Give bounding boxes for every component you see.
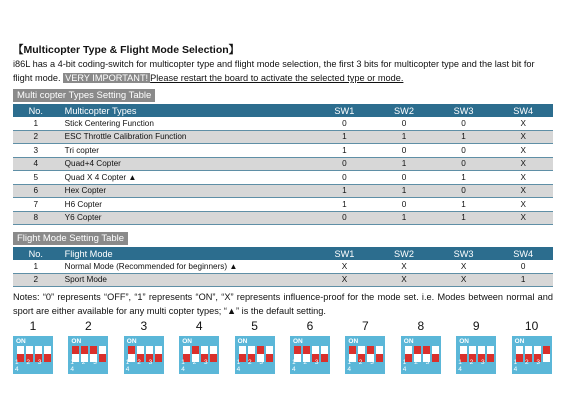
column-header-sw1: SW1 — [315, 104, 375, 117]
intro-paragraph — [13, 57, 553, 85]
table-cell: X — [434, 273, 494, 287]
dip-switch — [345, 318, 385, 374]
table-header-row — [13, 247, 553, 260]
table-cell: 1 — [13, 260, 59, 273]
table-cell: 1 — [374, 184, 434, 198]
table-row — [13, 117, 553, 130]
table-row — [13, 144, 553, 158]
dip-switch-body — [179, 336, 219, 374]
table-row — [13, 130, 553, 144]
table-cell: 1 — [315, 184, 375, 198]
dip-switch-on-label: ON — [16, 338, 26, 345]
dip-switch-position-labels: 1 2 3 4 — [513, 359, 544, 373]
dip-switch-number: 8 — [417, 319, 425, 333]
dip-switch-on-label: ON — [348, 338, 359, 345]
important-badge: VERY IMPORTANT! — [65, 73, 149, 83]
restart-instruction: Please restart the board to activate the selected type or mode. — [150, 73, 404, 83]
dip-switch-knob — [349, 346, 356, 354]
dip-switch-number: 7 — [362, 319, 369, 333]
table-cell: 0 — [434, 184, 494, 198]
table-cell: 1 — [434, 171, 494, 185]
dip-switch — [401, 318, 441, 374]
dip-switch-position-labels: 1 2 3 4 — [70, 359, 100, 373]
dip-switch-knob — [414, 346, 421, 354]
dip-switch-number: 1 — [29, 319, 37, 333]
dip-switch-on-label: ON — [237, 338, 248, 345]
table-cell: 1 — [374, 157, 434, 171]
dip-switch — [512, 318, 552, 374]
dip-switch-position-labels: 1 2 3 4 — [15, 359, 45, 373]
dip-switch-knob — [294, 346, 301, 354]
table-cell: 0 — [434, 157, 494, 171]
table-cell: 1 — [434, 211, 494, 225]
dip-switch-position-labels: 1 2 3 4 — [458, 359, 488, 373]
dip-switch-position-labels: 1 2 3 4 — [347, 359, 377, 373]
table-cell: X — [315, 260, 375, 273]
dip-switch-number: 3 — [140, 319, 148, 333]
dip-switch-body — [235, 336, 275, 374]
table-cell: 0 — [374, 117, 434, 130]
column-header-no: No. — [13, 104, 59, 117]
table-row — [13, 184, 553, 198]
dip-switch — [179, 318, 219, 374]
dip-switch-knob — [257, 346, 264, 354]
table-cell: 5 — [13, 171, 59, 185]
dip-switch-knob — [90, 346, 97, 354]
dip-switch-body — [345, 336, 385, 374]
table-cell: Tri copter — [59, 144, 315, 158]
dip-switch-number: 5 — [251, 319, 258, 333]
dip-switch-number: 10 — [524, 319, 539, 333]
table-row — [13, 260, 553, 273]
flight-table-caption: Flight Mode Setting Table — [13, 232, 128, 245]
dip-switch-knob — [423, 346, 430, 354]
column-header-sw4: SW4 — [493, 247, 553, 260]
table-cell: Stick Centering Function — [59, 117, 315, 130]
dip-switch-body — [456, 336, 496, 374]
dip-switch-on-label: ON — [403, 338, 414, 345]
dip-switch-number: 6 — [306, 319, 314, 333]
table-cell: 1 — [434, 130, 494, 144]
table-cell: 0 — [374, 171, 434, 185]
table-cell: ESC Throttle Calibration Function — [59, 130, 315, 144]
table-cell: 2 — [13, 130, 59, 144]
table-cell: 1 — [315, 198, 375, 212]
table-row — [13, 198, 553, 212]
table-row — [13, 171, 553, 185]
table-cell: 0 — [374, 198, 434, 212]
dip-switch-knob — [543, 346, 550, 354]
table-cell: Sport Mode — [59, 273, 315, 287]
table-cell: 1 — [374, 211, 434, 225]
multicopter-table-caption: Multi copter Types Setting Table — [13, 89, 155, 102]
table-cell: X — [493, 117, 553, 130]
multicopter-types-table — [13, 104, 553, 225]
table-cell: 0 — [434, 144, 494, 158]
table-cell: 4 — [13, 157, 59, 171]
dip-switch-number: 9 — [472, 319, 480, 333]
column-header-sw3: SW3 — [434, 247, 494, 260]
dip-switch-knob — [72, 346, 79, 354]
table-cell: 6 — [13, 184, 59, 198]
table-cell: Normal Mode (Recommended for beginners) ▲ — [59, 260, 315, 273]
column-header-type: Multicopter Types — [59, 104, 315, 117]
dip-switch-number: 2 — [85, 319, 92, 333]
column-header-mode: Flight Mode — [59, 247, 315, 260]
flight-mode-table — [13, 247, 553, 287]
dip-switch-on-label: ON — [514, 338, 525, 345]
dip-switch-position-labels: 1 2 3 4 — [402, 359, 433, 373]
table-cell: 1 — [493, 273, 553, 287]
table-cell: 1 — [315, 130, 375, 144]
column-header-sw2: SW2 — [374, 104, 434, 117]
table-cell: H6 Copter — [59, 198, 315, 212]
dip-switch-on-label: ON — [71, 338, 82, 345]
page-title: 【Multicopter Type & Flight Mode Selection】 — [13, 44, 240, 56]
dip-switch-position-labels: 1 2 3 4 — [181, 359, 211, 373]
dip-switch-knob — [81, 346, 88, 354]
dip-switch-body — [401, 336, 441, 374]
table-cell: 1 — [434, 198, 494, 212]
dip-switch — [13, 318, 53, 374]
table-cell: 8 — [13, 211, 59, 225]
dip-switch-on-label: ON — [126, 338, 137, 345]
dip-switch-number: 4 — [195, 319, 203, 333]
table-row — [13, 211, 553, 225]
dip-switch — [290, 318, 330, 374]
table-cell: 0 — [315, 157, 375, 171]
intro-text: i86L has a 4-bit coding-switch for multicopter type and flight mode selection, the first 3 bits for multicopter type and the last bit for flight mode. — [13, 59, 535, 83]
dip-switch-knob — [303, 346, 310, 354]
table-cell: 7 — [13, 198, 59, 212]
dip-switch-on-label: ON — [459, 338, 469, 345]
table-cell: 0 — [315, 117, 375, 130]
table-cell: X — [493, 184, 553, 198]
table-cell: 0 — [434, 117, 494, 130]
dip-switch-body — [512, 336, 552, 374]
dip-switch — [456, 318, 496, 374]
dip-switch-body — [68, 336, 108, 374]
column-header-sw2: SW2 — [374, 247, 434, 260]
table-cell: 2 — [13, 273, 59, 287]
dip-switch-knob — [367, 346, 374, 354]
table-row — [13, 273, 553, 287]
column-header-sw4: SW4 — [493, 104, 553, 117]
dip-switch-position-labels: 1 2 3 4 — [292, 359, 322, 373]
column-header-sw1: SW1 — [315, 247, 375, 260]
table-cell: X — [374, 260, 434, 273]
dip-switch-body — [13, 336, 53, 374]
dip-switch-on-label: ON — [182, 338, 192, 345]
table-cell: X — [434, 260, 494, 273]
dip-switch-knob — [128, 346, 135, 354]
table-cell: X — [493, 144, 553, 158]
table-cell: 1 — [13, 117, 59, 130]
dip-switch-position-labels: 1 2 3 4 — [125, 359, 156, 373]
dip-switch-body — [124, 336, 164, 374]
table-cell: 0 — [374, 144, 434, 158]
table-cell: 0 — [315, 211, 375, 225]
column-header-no: No. — [13, 247, 59, 260]
table-cell: 1 — [374, 130, 434, 144]
dip-switch — [68, 318, 108, 374]
table-cell: 0 — [315, 171, 375, 185]
dip-switch — [124, 318, 164, 374]
table-cell: Hex Copter — [59, 184, 315, 198]
table-cell: X — [374, 273, 434, 287]
notes-text: Notes: “0” represents “OFF”, “1” represents “ON”, “X” represents influence-proof for the mode set. i.e. Modes between normal and sport are either available for any multi copter types; “▲” is the default setting. — [13, 292, 553, 316]
dip-switch — [235, 318, 275, 374]
table-cell: X — [493, 157, 553, 171]
table-cell: 1 — [315, 144, 375, 158]
table-cell: Y6 Copter — [59, 211, 315, 225]
table-cell: 0 — [493, 260, 553, 273]
table-cell: Quad X 4 Copter ▲ — [59, 171, 315, 185]
table-cell: X — [493, 198, 553, 212]
table-cell: 3 — [13, 144, 59, 158]
table-cell: X — [315, 273, 375, 287]
dip-switch-knob — [192, 346, 199, 354]
dip-switch-body — [290, 336, 330, 374]
table-cell: Quad+4 Copter — [59, 157, 315, 171]
table-cell: X — [493, 211, 553, 225]
dip-switch-on-label: ON — [293, 338, 303, 345]
table-cell: X — [493, 171, 553, 185]
table-row — [13, 157, 553, 171]
dip-switch-position-labels: 1 2 3 4 — [236, 359, 267, 373]
table-cell: X — [493, 130, 553, 144]
table-header-row — [13, 104, 553, 117]
dip-switch-diagrams — [13, 318, 553, 378]
column-header-sw3: SW3 — [434, 104, 494, 117]
